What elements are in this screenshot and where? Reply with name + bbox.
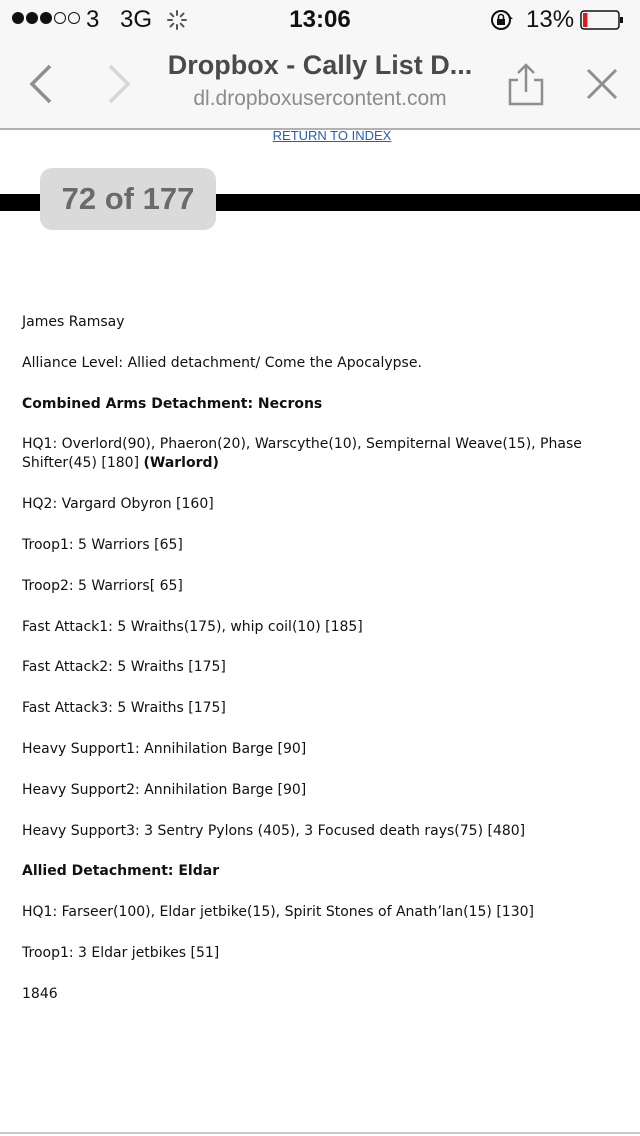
list-entry: Heavy Support1: Annihilation Barge [90] [22,740,307,757]
author-name: James Ramsay [22,314,125,330]
detachment-heading: Allied Detachment: Eldar [22,863,220,880]
list-entry: Fast Attack2: 5 Wraiths [175] [22,659,226,676]
address-bar[interactable] [150,50,490,111]
list-entry: Troop1: 5 Warriors [65] [22,536,183,553]
page-host: dl.dropboxusercontent.com [193,87,447,110]
clock: 13:06 [289,6,351,33]
share-icon [506,62,546,106]
chevron-right-icon [106,64,132,104]
document-content [22,313,640,1026]
status-bar [0,0,640,40]
share-button[interactable] [500,40,552,128]
carrier-label: 3 [86,6,100,33]
detachment-heading: Combined Arms Detachment: Necrons [22,395,323,412]
chevron-left-icon [28,64,54,104]
forward-button[interactable] [94,40,144,128]
warlord-tag: (Warlord) [143,455,219,472]
page-indicator: 72 of 177 [40,168,216,230]
list-entry: Heavy Support2: Annihilation Barge [90] [22,781,307,798]
list-entry: Heavy Support3: 3 Sentry Pylons (405), 3 Focused death rays(75) [480] [22,822,526,839]
list-entry: Troop2: 5 Warriors[ 65] [22,577,183,594]
list-entry: HQ1: Farseer(100), Eldar jetbike(15), Spirit Stones of Anath’lan(15) [130] [22,904,534,921]
list-entry: Fast Attack1: 5 Wraiths(175), whip coil(10) [185] [22,618,363,635]
list-entry [22,435,640,473]
back-button[interactable] [16,40,66,128]
list-entry: Fast Attack3: 5 Wraiths [175] [22,700,226,717]
page-title: Dropbox - Cally List D... [167,50,473,80]
battery-icon [580,10,624,30]
rotation-lock-icon [490,9,514,31]
list-entry: HQ2: Vargard Obyron [160] [22,496,214,513]
alliance-level: Alliance Level: Allied detachment/ Come the Apocalypse. [22,354,422,371]
points-total: 1846 [22,985,58,1002]
network-type: 3G [120,6,153,33]
list-entry: Troop1: 3 Eldar jetbikes [51] [22,944,220,961]
close-button[interactable] [578,40,626,128]
entry-text: HQ1: Overlord(90), Phaeron(20), Warscythe(10), Sempiternal Weave(15), Phase Shifter(45) [180] [22,436,582,472]
browser-toolbar [0,40,640,130]
return-to-index-link[interactable]: RETURN TO INDEX [272,128,392,143]
battery-percent: 13% [526,6,575,33]
bottom-divider [0,1132,640,1134]
close-icon [586,68,618,100]
